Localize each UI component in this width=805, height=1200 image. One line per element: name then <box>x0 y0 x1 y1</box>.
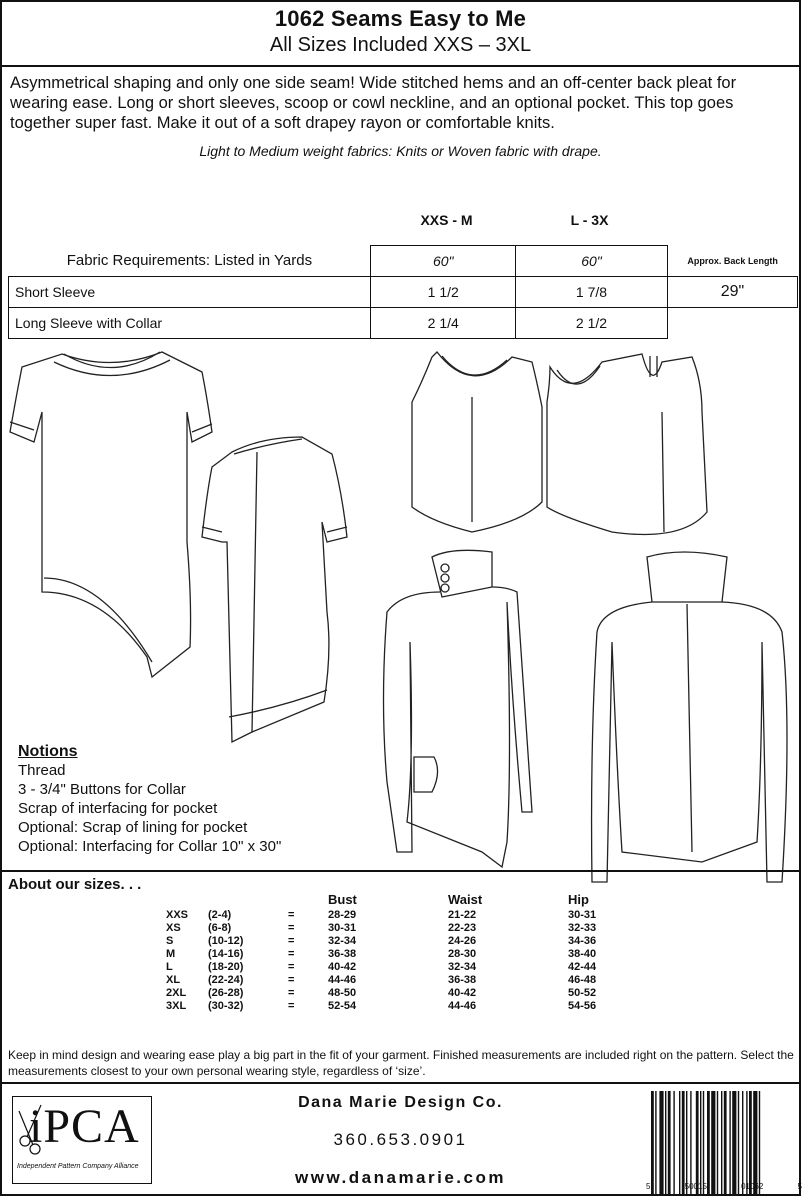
short-sleeve-back-drawing <box>202 437 347 742</box>
fabric-row-label: Long Sleeve with Collar <box>9 308 371 339</box>
pattern-title: 1062 Seams Easy to Me <box>274 6 527 31</box>
size-waist: 24-26 <box>448 935 477 947</box>
fabric-row-long <box>9 308 798 339</box>
pattern-description: Asymmetrical shaping and only one side seam! Wide stitched hems and an off-center back pleat for wearing ease. Long or short sleeves, scoop or cowl neckline, and an optional pocket. This top goes together super fast. Make it out of a soft drapey rayon or comfortable knits. <box>10 74 737 132</box>
size-equals: = <box>288 922 295 934</box>
logo-text: iPCA <box>29 1100 140 1153</box>
size-code: M <box>166 948 176 960</box>
size-hip: 46-48 <box>568 974 597 986</box>
notions-heading: Notions <box>18 743 78 760</box>
size-number: (22-24) <box>208 974 244 986</box>
notions-section <box>18 742 281 856</box>
size-hip: 50-52 <box>568 987 597 999</box>
fabric-note: Light to Medium weight fabrics: Knits or Woven fabric with drape. <box>199 143 602 159</box>
size-row <box>2 987 802 1000</box>
fabric-width-2: 60" <box>516 246 668 277</box>
company-phone: 360.653.0901 <box>333 1130 468 1149</box>
fabric-row-value: 1 7/8 <box>516 277 668 308</box>
size-row <box>2 948 802 961</box>
barcode-digits <box>646 1182 802 1191</box>
hip-header: Hip <box>568 892 589 907</box>
size-row <box>2 1000 802 1013</box>
barcode-digit: 50015 <box>684 1182 707 1191</box>
waist-header: Waist <box>448 892 483 907</box>
long-sleeve-cowl-back-drawing <box>592 552 787 882</box>
fabric-row-value: 2 1/2 <box>516 308 668 339</box>
footer-divider <box>2 1082 799 1084</box>
size-code: L <box>166 961 173 973</box>
fabric-row-back-length: 29" <box>667 277 797 308</box>
fabric-row-short <box>9 277 798 308</box>
size-equals: = <box>288 987 295 999</box>
size-bust: 44-46 <box>328 974 357 986</box>
size-waist: 28-30 <box>448 948 477 960</box>
logo-subtitle: Independent Pattern Company Alliance <box>17 1163 139 1170</box>
size-code: S <box>166 935 174 947</box>
size-waist: 21-22 <box>448 909 477 921</box>
size-hip: 42-44 <box>568 961 597 973</box>
size-waist: 32-34 <box>448 961 477 973</box>
notion-item: Optional: Interfacing for Collar 10" x 30" <box>18 838 282 855</box>
sizes-divider <box>2 870 799 872</box>
company-website[interactable]: www.danamarie.com <box>295 1168 506 1187</box>
notion-item: 3 - 3/4" Buttons for Collar <box>18 781 186 798</box>
size-number: (2-4) <box>208 909 232 921</box>
size-number: (10-12) <box>208 935 244 947</box>
size-code: 3XL <box>166 1000 187 1012</box>
size-row <box>2 974 802 987</box>
size-bust: 52-54 <box>328 1000 357 1012</box>
size-waist: 44-46 <box>448 1000 477 1012</box>
size-equals: = <box>288 961 295 973</box>
size-code: XL <box>166 974 181 986</box>
fabric-row-back-length <box>667 308 797 339</box>
fabric-table <box>8 245 798 339</box>
fabric-req-label: Fabric Requirements: Listed in Yards <box>66 252 313 270</box>
size-bust: 32-34 <box>328 935 357 947</box>
size-equals: = <box>288 1000 295 1012</box>
size-waist: 36-38 <box>448 974 477 986</box>
size-waist: 40-42 <box>448 987 477 999</box>
size-row <box>2 922 802 935</box>
size-number: (18-20) <box>208 961 244 973</box>
fabric-row-value: 2 1/4 <box>371 308 516 339</box>
size-equals: = <box>288 909 295 921</box>
fabric-row-value: 1 1/2 <box>371 277 516 308</box>
notion-item: Optional: Scrap of lining for pocket <box>18 819 248 836</box>
back-length-label: Approx. Back Length <box>687 255 778 266</box>
size-equals: = <box>288 935 295 947</box>
size-equals: = <box>288 948 295 960</box>
size-hip: 34-36 <box>568 935 597 947</box>
size-bust: 48-50 <box>328 987 357 999</box>
sleeveless-front-back-drawing <box>412 352 707 535</box>
size-bust: 28-29 <box>328 909 357 921</box>
notion-item: Scrap of interfacing for pocket <box>18 800 218 817</box>
fabric-width-1: 60" <box>371 246 516 277</box>
size-number: (26-28) <box>208 987 244 999</box>
short-sleeve-front-drawing <box>10 352 212 677</box>
size-equals: = <box>288 974 295 986</box>
notion-item: Thread <box>18 762 66 779</box>
barcode-digit: 5 <box>646 1182 651 1191</box>
size-hip: 30-31 <box>568 909 597 921</box>
size-hip: 54-56 <box>568 1000 597 1012</box>
sizes-title: About our sizes. . . <box>8 876 142 893</box>
size-code: XS <box>166 922 181 934</box>
size-waist: 22-23 <box>448 922 477 934</box>
size-bust: 36-38 <box>328 948 357 960</box>
fabric-col-xxs-m: XXS - M <box>420 212 473 228</box>
barcode-digit: 5 <box>797 1182 802 1191</box>
bust-header: Bust <box>328 892 357 907</box>
size-hip: 38-40 <box>568 948 597 960</box>
size-number: (14-16) <box>208 948 244 960</box>
size-code: 2XL <box>166 987 187 999</box>
barcode-digit: 01062 <box>741 1182 764 1191</box>
size-row <box>2 935 802 948</box>
barcode-icon <box>649 1091 799 1196</box>
fabric-col-l-3x: L - 3X <box>570 212 609 228</box>
size-bust: 30-31 <box>328 922 357 934</box>
size-bust: 40-42 <box>328 961 357 973</box>
size-row <box>2 909 802 922</box>
size-hip: 32-33 <box>568 922 597 934</box>
size-number: (30-32) <box>208 1000 244 1012</box>
fabric-row-label: Short Sleeve <box>9 277 371 308</box>
long-sleeve-cowl-front-drawing <box>384 550 533 867</box>
size-code: XXS <box>166 909 189 921</box>
size-number: (6-8) <box>208 922 232 934</box>
pattern-subtitle: All Sizes Included XXS – 3XL <box>269 34 532 56</box>
ease-note: Keep in mind design and wearing ease play a big part in the fit of your garment. Finished measurements are included right on the pattern. Select the measurements closest to your own personal wearing style, regardless of ‘size’. <box>8 1048 794 1078</box>
fabric-width-row <box>9 246 798 277</box>
company-name: Dana Marie Design Co. <box>298 1094 503 1111</box>
size-row <box>2 961 802 974</box>
